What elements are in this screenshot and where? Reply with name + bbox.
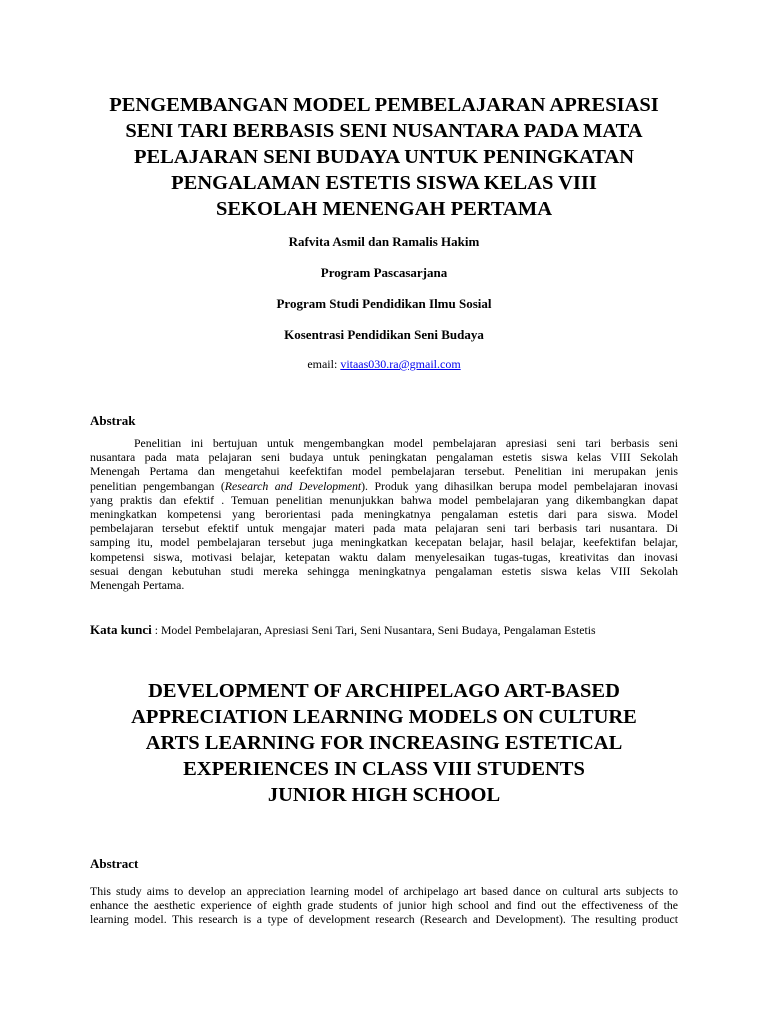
title-line: PENGEMBANGAN MODEL PEMBELAJARAN APRESIASI [109, 94, 659, 116]
title-line: JUNIOR HIGH SCHOOL [267, 784, 501, 806]
keywords-text: : Model Pembelajaran, Apresiasi Seni Tari, Seni Nusantara, Seni Budaya, Pengalaman Estetis [151, 623, 596, 637]
abstrak-line: Penelitian ini bertujuan untuk mengembangkan model pembelajaran apresiasi seni tari berbasis seni [134, 436, 678, 450]
abstract-line: enhance the aesthetic experience of eighth grade students of junior high school and find out the effectiveness of the [90, 898, 678, 913]
authors: Rafvita Asmil dan Ramalis Hakim [288, 234, 480, 249]
abstrak-line: pembelajaran tersebut efektif untuk mengajar materi pada mata pelajaran seni tari berbasis tari nusantara. Di [90, 521, 678, 536]
affiliation-program: Program Pascasarjana [320, 265, 448, 280]
title-line: SEKOLAH MENENGAH PERTAMA [215, 198, 553, 220]
abstrak-line: Menengah Pertama. [90, 578, 185, 593]
abstrak-line: meningkatkan kompetensi yang berorientasi pada meningkatnya pengalaman estetis dari para siswa. Model [90, 507, 678, 522]
abstrak-line: samping itu, model pembelajaran tersebut juga meningkatkan kecepatan belajar, hasil belajar, keefektifan belajar, [90, 535, 678, 550]
email-line [84, 357, 684, 372]
email-label: email: [307, 357, 341, 371]
title-line: PENGALAMAN ESTETIS SISWA KELAS VIII [171, 172, 597, 194]
affiliation-study-program: Program Studi Pendidikan Ilmu Sosial [276, 296, 492, 311]
abstrak-text: ). Produk yang dihasilkan berupa model pembelajaran inovasi [361, 478, 678, 493]
abstract-heading: Abstract [90, 856, 139, 871]
keywords [90, 622, 690, 638]
abstrak-text: penelitian pengembangan ( [90, 478, 225, 493]
title-english [60, 678, 708, 808]
abstrak-line: yang praktis dan efektif . Temuan penelitian menunjukkan bahwa model pembelajaran yang dikembangkan dapat [90, 492, 678, 507]
title-line: EXPERIENCES IN CLASS VIII STUDENTS [183, 758, 585, 780]
abstrak-line: kompetensi siswa, motivasi belajar, ketepatan waktu dalam menyelesaikan tugas-tugas, kreativitas dan inovasi [90, 549, 678, 564]
title-line: PELAJARAN SENI BUDAYA UNTUK PENINGKATAN [133, 146, 635, 168]
abstract-line: This study aims to develop an appreciation learning model of archipelago art based dance on cultural arts subjects to [90, 884, 678, 898]
keywords-label: Kata kunci [90, 622, 152, 637]
email-link[interactable]: vitaas030.ra@gmail.com [340, 357, 461, 371]
abstrak-line: sesuai dengan kebutuhan studi mereka sehingga meningkatnya pengalaman estetis siswa kelas VIII Sekolah [90, 563, 678, 578]
title-line: APPRECIATION LEARNING MODELS ON CULTURE [131, 706, 637, 728]
abstrak-line: Menengah Pertama dan mengetahui keefektifan model pembelajaran tersebut. Penelitian ini merupakan jenis [90, 464, 678, 479]
affiliation-concentration: Kosentrasi Pendidikan Seni Budaya [284, 327, 484, 342]
abstrak-line [90, 479, 678, 493]
abstrak-body [90, 436, 678, 592]
abstract-line: learning model. This research is a type of development research (Research and Development). The resulting product [90, 912, 678, 927]
abstrak-line: nusantara pada mata pelajaran seni budaya untuk peningkatan pengalaman estetis siswa kelas VIII Sekolah [90, 450, 678, 465]
abstrak-italic-term: Research and Development [224, 478, 362, 493]
title-indonesian [60, 92, 708, 222]
title-line: SENI TARI BERBASIS SENI NUSANTARA PADA MATA [125, 120, 643, 142]
abstrak-heading: Abstrak [90, 413, 136, 428]
title-line: ARTS LEARNING FOR INCREASING ESTETICAL [145, 732, 623, 754]
title-line: DEVELOPMENT OF ARCHIPELAGO ART-BASED [148, 680, 620, 702]
abstract-body [90, 884, 678, 927]
